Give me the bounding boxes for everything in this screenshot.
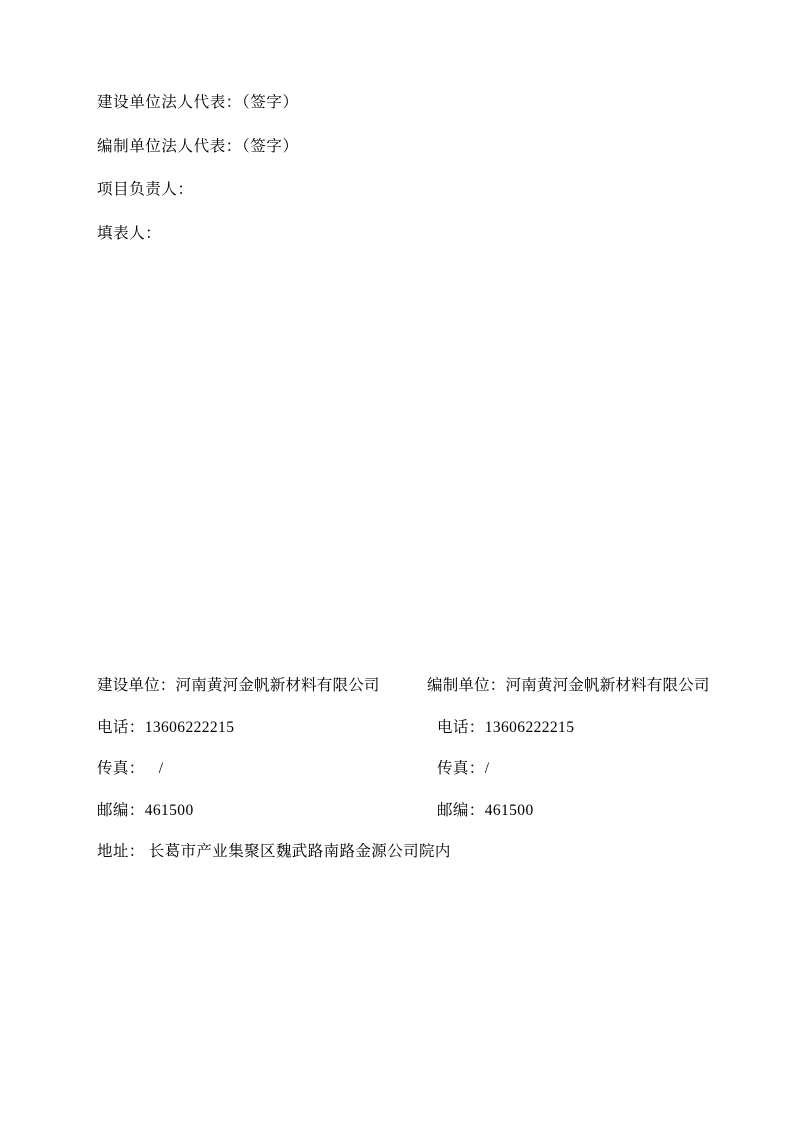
address-label: 地址： <box>97 843 145 860</box>
preparation-unit-zipcode: 邮编：461500 <box>437 801 534 819</box>
signature-line-construction-unit-legal-rep: 建设单位法人代表：（签字） <box>97 94 299 111</box>
signature-line-project-leader: 项目负责人： <box>97 181 194 198</box>
fax-label-left: 传真： <box>97 760 145 777</box>
preparation-unit-text: 编制单位：河南黄河金帆新材料有限公司 <box>427 677 710 694</box>
construction-unit-fax <box>97 761 437 777</box>
contact-row-address <box>97 844 727 860</box>
contact-block <box>97 678 727 860</box>
contact-row-fax <box>97 761 727 777</box>
contact-row-zipcode <box>97 803 727 819</box>
preparation-unit-telephone: 电话：13606222215 <box>437 718 575 736</box>
signature-line-preparation-unit-legal-rep: 编制单位法人代表：（签字） <box>97 137 299 155</box>
signature-block <box>97 95 717 269</box>
address-value: 长葛市产业集聚区魏武路南路金源公司院内 <box>148 843 451 860</box>
preparation-unit-fax: 传真：/ <box>437 760 490 777</box>
signature-line-form-filler: 填表人： <box>97 224 162 242</box>
construction-unit-text: 建设单位：河南黄河金帆新材料有限公司 <box>97 677 380 694</box>
contact-row-telephone <box>97 720 727 736</box>
fax-value-left: / <box>158 760 164 777</box>
contact-row-units <box>97 678 727 694</box>
construction-unit-telephone: 电话：13606222215 <box>97 718 235 736</box>
construction-unit-zipcode: 邮编：461500 <box>97 801 194 819</box>
